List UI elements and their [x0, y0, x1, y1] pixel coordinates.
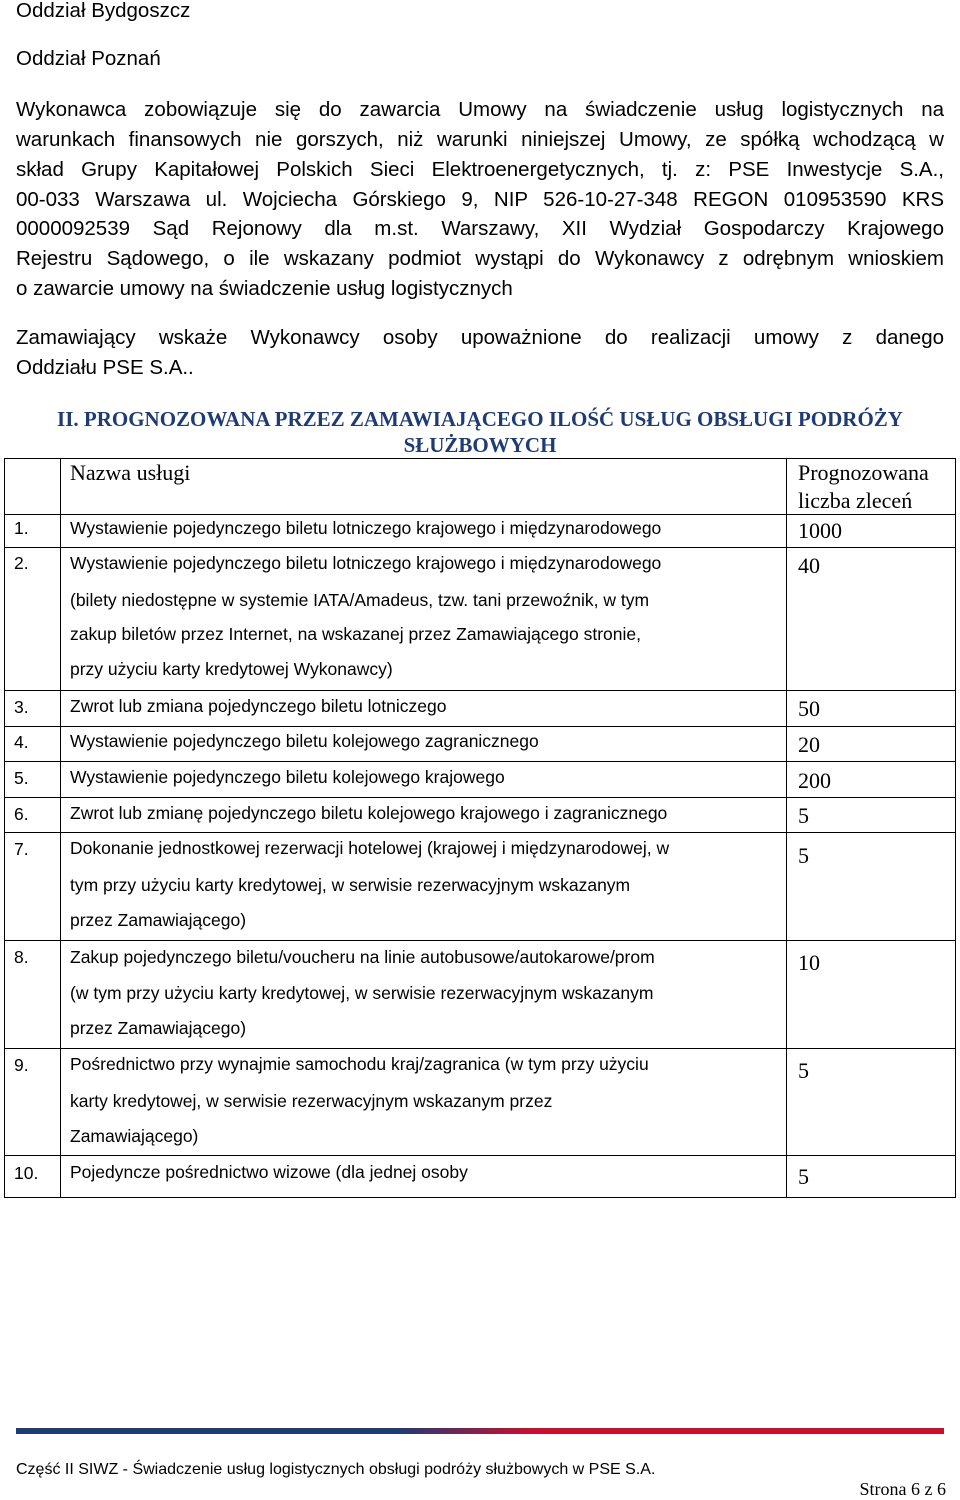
row-number: 4.: [14, 732, 29, 752]
footer-bar-blue: [16, 1428, 396, 1434]
table-border: [4, 1197, 956, 1198]
footer-document-title: Część II SIWZ - Świadczenie usług logistycznych obsługi podróży służbowych w PSE S.A.: [16, 1461, 656, 1478]
section-heading: II. PROGNOZOWANA PRZEZ ZAMAWIAJĄCEGO ILOŚĆ USŁUG OBSŁUGI PODRÓŻY: [57, 407, 903, 431]
row-value: 10: [798, 950, 820, 975]
row-number: 1.: [14, 518, 29, 538]
paragraph-line: Zamawiający wskaże Wykonawcy osoby upoważnione do realizacji umowy z danego: [16, 326, 944, 349]
header-forecast: Prognozowana: [798, 460, 929, 485]
row-number: 3.: [14, 697, 29, 717]
row-number: 8.: [14, 947, 29, 967]
paragraph-line: skład Grupy Kapitałowej Polskich Sieci Elektroenergetycznych, tj. z: PSE Inwestycje S.A.,: [16, 158, 944, 181]
row-value: 5: [798, 1164, 809, 1189]
row-value: 50: [798, 696, 820, 721]
table-border: [4, 458, 5, 1198]
row-number: 10.: [14, 1163, 39, 1183]
paragraph-line: Wykonawca zobowiązuje się do zawarcia Umowy na świadczenie usług logistycznych na: [16, 98, 944, 121]
row-service: Pojedyncze pośrednictwo wizowe (dla jednej osoby: [70, 1162, 468, 1182]
row-service: (w tym przy użyciu karty kredytowej, w serwisie rezerwacyjnym wskazanym: [70, 983, 654, 1003]
row-value: 5: [798, 803, 809, 828]
row-service: Zwrot lub zmiana pojedynczego biletu lotniczego: [70, 696, 447, 716]
row-service: tym przy użyciu karty kredytowej, w serwisie rezerwacyjnym wskazanym: [70, 875, 631, 895]
row-number: 5.: [14, 768, 29, 788]
page-number: Strona 6 z 6: [859, 1479, 946, 1499]
row-service: karty kredytowej, w serwisie rezerwacyjnym wskazanym przez: [70, 1091, 553, 1111]
paragraph-line: 0000092539 Sąd Rejonowy dla m.st. Warszawy, XII Wydział Gospodarczy Krajowego: [16, 217, 944, 240]
row-number: 6.: [14, 804, 29, 824]
row-value: 1000: [798, 518, 842, 543]
row-service: Pośrednictwo przy wynajmie samochodu kraj/zagranica (w tym przy użyciu: [70, 1054, 649, 1074]
header-service-name: Nazwa usługi: [70, 460, 191, 485]
row-service: Wystawienie pojedynczego biletu kolejowego krajowego: [70, 767, 505, 787]
row-service: przy użyciu karty kredytowej Wykonawcy): [70, 659, 393, 679]
row-value: 40: [798, 553, 820, 578]
footer-bar-red: [396, 1428, 944, 1434]
paragraph-line: 00-033 Warszawa ul. Wojciecha Górskiego 9, NIP 526-10-27-348 REGON 010953590 KRS: [16, 188, 944, 211]
row-service: Zamawiającego): [70, 1126, 199, 1146]
row-service: przez Zamawiającego): [70, 1018, 247, 1038]
branch-poznan: Oddział Poznań: [16, 47, 161, 70]
table-border: [786, 458, 787, 1198]
row-service: przez Zamawiającego): [70, 910, 247, 930]
row-number: 7.: [14, 839, 29, 859]
row-value: 5: [798, 843, 809, 868]
table-border: [60, 458, 61, 1198]
row-service: Zwrot lub zmianę pojedynczego biletu kolejowego krajowego i zagranicznego: [70, 803, 668, 823]
paragraph-line: Oddziału PSE S.A..: [16, 356, 194, 379]
row-value: 5: [798, 1058, 809, 1083]
table-border: [955, 458, 956, 1198]
branch-bydgoszcz: Oddział Bydgoszcz: [16, 0, 191, 22]
row-service: zakup biletów przez Internet, na wskazanej przez Zamawiającego stronie,: [70, 624, 641, 644]
section-heading: SŁUŻBOWYCH: [403, 433, 557, 457]
paragraph-line: Rejestru Sądowego, o ile wskazany podmiot wystąpi do Wykonawcy z odrębnym wnioskiem: [16, 247, 944, 270]
row-service: Wystawienie pojedynczego biletu lotniczego krajowego i międzynarodowego: [70, 518, 662, 538]
paragraph-line: warunkach finansowych nie gorszych, niż warunki niniejszej Umowy, ze spółką wchodzącą w: [16, 128, 944, 151]
row-value: 200: [798, 768, 831, 793]
row-service: (bilety niedostępne w systemie IATA/Amadeus, tzw. tani przewoźnik, w tym: [70, 590, 650, 610]
row-number: 2.: [14, 553, 29, 573]
row-number: 9.: [14, 1055, 29, 1075]
row-value: 20: [798, 732, 820, 757]
row-service: Dokonanie jednostkowej rezerwacji hotelowej (krajowej i międzynarodowej, w: [70, 838, 670, 858]
paragraph-line: o zawarcie umowy na świadczenie usług logistycznych: [16, 277, 513, 300]
row-service: Zakup pojedynczego biletu/voucheru na linie autobusowe/autokarowe/prom: [70, 947, 655, 967]
row-service: Wystawienie pojedynczego biletu lotniczego krajowego i międzynarodowego: [70, 553, 662, 573]
header-forecast: liczba zleceń: [798, 488, 913, 513]
row-service: Wystawienie pojedynczego biletu kolejowego zagranicznego: [70, 731, 539, 751]
